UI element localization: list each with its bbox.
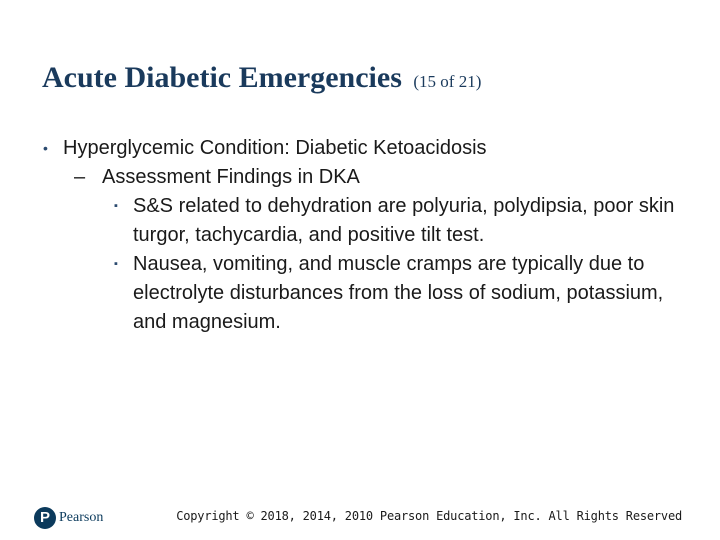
bullet-level-1 — [0, 134, 720, 163]
pearson-logo — [34, 505, 103, 531]
bullet-level-3 — [0, 192, 720, 250]
bullet-level-2 — [0, 163, 720, 192]
bullet-text: Hyperglycemic Condition: Diabetic Ketoacidosis — [63, 137, 487, 159]
pearson-logo-text: Pearson — [59, 510, 104, 525]
bullet-text: Assessment Findings in DKA — [102, 166, 360, 188]
bullet-marker: • — [43, 140, 48, 156]
square-bullet-icon: ▪ — [114, 258, 118, 270]
dash-marker: – — [74, 166, 86, 188]
pearson-logo-icon: P — [34, 507, 56, 529]
bullet-text: Nausea, vomiting, and muscle cramps are typically due to electrolyte disturbances from the loss of sodium, potassium, and magnesium. — [133, 253, 664, 333]
bullet-level-3 — [0, 250, 720, 337]
slide-title-text: Acute Diabetic Emergencies — [42, 61, 402, 94]
slide-body — [0, 134, 720, 337]
square-bullet-icon: ▪ — [114, 200, 118, 212]
copyright-notice: Copyright © 2018, 2014, 2010 Pearson Education, Inc. All Rights Reserved — [176, 509, 682, 523]
slide-title-counter: (15 of 21) — [413, 72, 482, 91]
slide-title — [42, 58, 481, 102]
bullet-text: S&S related to dehydration are polyuria, polydipsia, poor skin turgor, tachycardia, and positive tilt test. — [133, 195, 675, 246]
